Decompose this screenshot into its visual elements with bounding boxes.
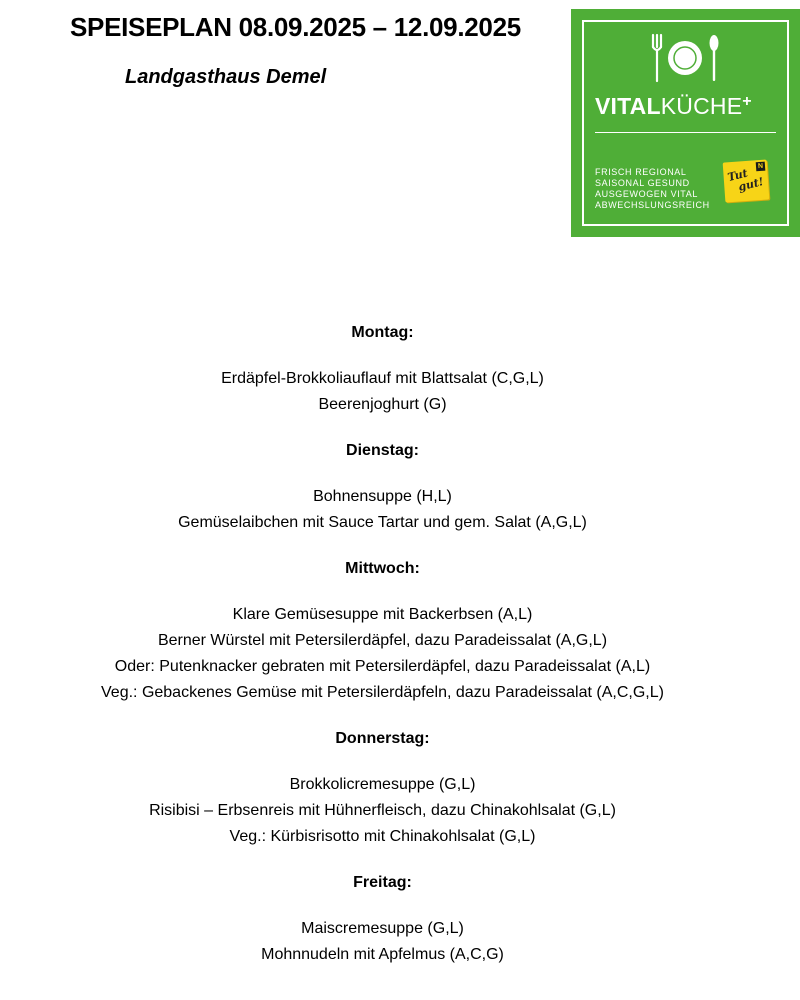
logo-brand-bold: VITAL xyxy=(595,93,661,119)
dish: Beerenjoghurt (G) xyxy=(318,396,447,413)
dish: Mohnnudeln mit Apfelmus (A,C,G) xyxy=(261,946,504,963)
logo-divider xyxy=(595,132,776,133)
day-title: Mittwoch: xyxy=(345,560,420,577)
day-title: Freitag: xyxy=(353,874,412,891)
sticker-badge: N xyxy=(756,162,766,172)
dish: Maiscremesuppe (G,L) xyxy=(301,920,464,937)
day-title: Dienstag: xyxy=(346,442,419,459)
dish: Berner Würstel mit Petersilerdäpfel, dazu Paradeissalat (A,G,L) xyxy=(157,632,608,649)
tut-gut-sticker xyxy=(723,160,770,203)
plate-icon xyxy=(668,41,702,75)
dish: Veg.: Gebackenes Gemüse mit Petersilerdäpfeln, dazu Paradeissalat (A,C,G,L) xyxy=(101,684,664,701)
cutlery-icon xyxy=(649,31,721,85)
spoon-icon xyxy=(710,35,719,81)
day-donnerstag xyxy=(0,726,765,850)
dish: Klare Gemüsesuppe mit Backerbsen (A,L) xyxy=(232,606,533,623)
day-title: Montag: xyxy=(351,324,414,341)
logo-tag: FRISCH REGIONAL xyxy=(595,167,687,177)
dish: Risibisi – Erbsenreis mit Hühnerfleisch, dazu Chinakohlsalat (G,L) xyxy=(149,802,616,819)
fork-icon xyxy=(653,35,661,81)
day-mittwoch xyxy=(0,556,765,706)
day-dienstag xyxy=(0,438,765,536)
logo-tag: ABWECHSLUNGSREICH xyxy=(595,200,710,210)
vitalkueche-logo xyxy=(571,9,800,237)
page-title: SPEISEPLAN 08.09.2025 – 12.09.2025 xyxy=(70,12,521,42)
logo-brand xyxy=(595,93,752,120)
dish: Veg.: Kürbisrisotto mit Chinakohlsalat (G,L) xyxy=(229,828,536,845)
restaurant-name: Landgasthaus Demel xyxy=(125,66,327,88)
logo-tag: SAISONAL GESUND xyxy=(595,178,690,188)
sticker-line: gut! xyxy=(736,174,765,194)
logo-tag: AUSGEWOGEN VITAL xyxy=(595,189,698,199)
sticker-line: Tut xyxy=(726,166,750,185)
dish: Brokkolicremesuppe (G,L) xyxy=(289,776,476,793)
dish: Erdäpfel-Brokkoliauflauf mit Blattsalat (C,G,L) xyxy=(221,370,544,387)
logo-brand-light: KÜCHE xyxy=(660,93,743,119)
menu xyxy=(0,320,765,988)
logo-brand-plus: + xyxy=(742,93,752,110)
dish: Oder: Putenknacker gebraten mit Petersilerdäpfel, dazu Paradeissalat (A,L) xyxy=(114,658,651,675)
dish: Bohnensuppe (H,L) xyxy=(313,488,452,505)
day-title: Donnerstag: xyxy=(335,730,430,747)
day-freitag xyxy=(0,870,765,968)
logo-tags xyxy=(595,167,710,211)
day-montag xyxy=(0,320,765,418)
dish: Gemüselaibchen mit Sauce Tartar und gem. Salat (A,G,L) xyxy=(178,514,587,531)
